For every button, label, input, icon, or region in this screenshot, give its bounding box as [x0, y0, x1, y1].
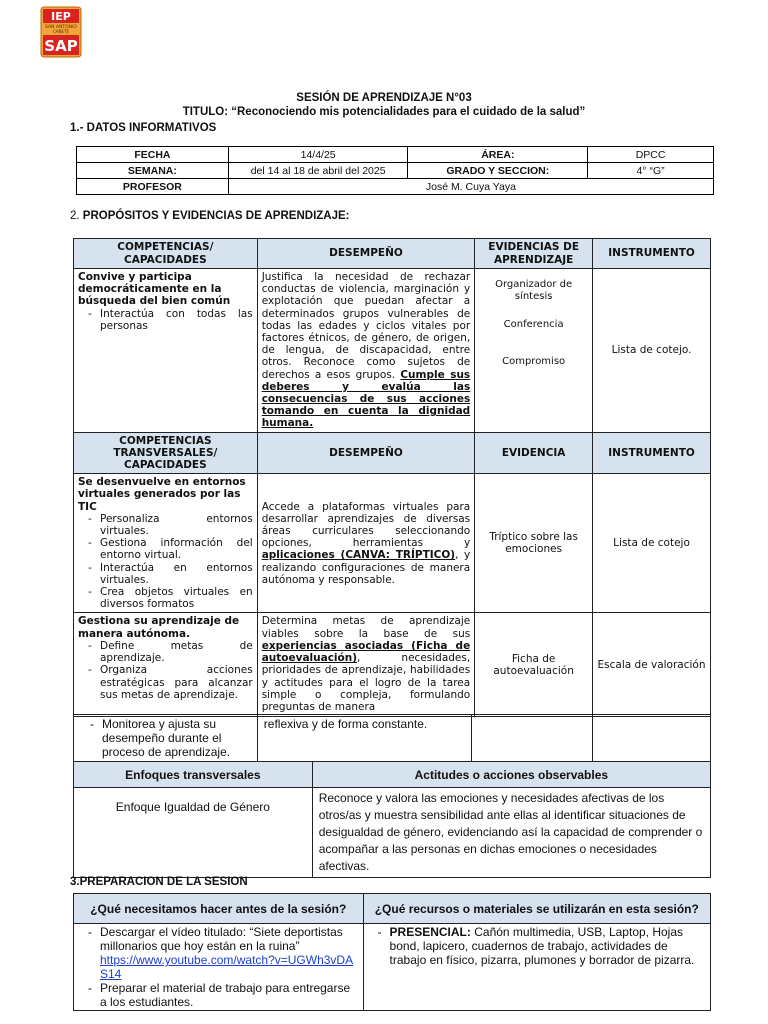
item-descargar-text: Descargar el vídeo titulado: “Siete deportistas millonarios que hoy están en la ruina” — [100, 925, 343, 953]
header-evidencias: EVIDENCIAS DE APRENDIZAJE — [475, 239, 593, 269]
desempeno-text: Justifica la necesidad de rechazar conductas de violencia, marginación y explotación que puedan afectar a determinados grupos vulnerables de todas las edades y ciclos vitales por factores étnicos, de género, de origen, de lengua, de discapacidad, entre otros. Reconoce como sujetos de derechos a esos grupos. — [261, 271, 471, 381]
svg-text:SAP: SAP — [44, 37, 78, 55]
desempeno-gestiona-c: , necesidades, prioridades de aprendizaje, habilidades y actitudes para el logro de la tarea simple o compleja, formulando preguntas de manera — [261, 652, 471, 713]
actitud-text: Reconoce y valora las emociones y necesidades afectivas de los otros/as y muestra sensibilidad ante ellas al identificar situaciones de desigualdad de género, evidenciando así la capacidad de comprender o acompañar a las personas en dichas emociones o necesidades afectivas. — [312, 788, 710, 878]
desempeno-tic-a: Accede a plataformas virtuales para desarrollar aprendizajes de diversas áreas curriculares seleccionando opciones, herramientas y — [261, 500, 471, 550]
capacidad-personaliza: - Personaliza entornos virtuales. — [88, 513, 253, 537]
instrumento-tic: Lista de cotejo — [593, 474, 711, 613]
semana-label: SEMANA: — [77, 163, 229, 179]
item-preparar-material: - Preparar el material de trabajo para entregarse a los estudiantes. — [88, 981, 357, 1009]
section-2-heading — [70, 210, 350, 222]
fecha-label: FECHA — [77, 147, 229, 163]
desempeno-tic-c: , y realizando configuraciones de manera autónoma y responsable. — [261, 549, 471, 586]
empty-cell-1 — [472, 715, 593, 762]
instrumento-cell: Lista de cotejo. — [593, 269, 711, 433]
school-logo — [40, 6, 82, 58]
enfoque-genero: Enfoque Igualdad de Género — [74, 788, 313, 878]
recursos-label: PRESENCIAL: — [389, 925, 471, 939]
desempeno-cont: reflexiva y de forma constante. — [257, 715, 472, 762]
desempeno-gestiona-b: experiencias asociadas (Ficha de autoevaluación) — [261, 639, 471, 665]
capacidad-interactua-virtual: - Interactúa en entornos virtuales. — [88, 562, 253, 586]
info-table — [76, 146, 714, 195]
svg-text:CAÑETE: CAÑETE — [52, 29, 70, 34]
purposes-table — [73, 238, 711, 717]
preparation-table — [73, 893, 711, 1011]
competencia-convive: Convive y participa democráticamente en la búsqueda del bien común — [78, 271, 231, 308]
evidencias-cell — [475, 269, 593, 433]
capacidad-monitorea-cell — [74, 715, 258, 762]
empty-cell-2 — [593, 715, 711, 762]
header-actitudes: Actitudes o acciones observables — [312, 762, 710, 788]
header-desempeno-2: DESEMPEÑO — [257, 432, 475, 474]
header-instrumento-2: INSTRUMENTO — [593, 432, 711, 474]
area-value: DPCC — [588, 147, 714, 163]
evidencia-organizador: Organizador de síntesis — [495, 279, 573, 303]
fecha-value: 14/4/25 — [228, 147, 408, 163]
recursos-text: Cañón multimedia, USB, Laptop, Hojas bond, lapicero, cuadernos de trabajo, actividades de trabajo en físico, pizarra, plumones y borrador de pizarra. — [389, 925, 695, 967]
desempeno-tic-b: aplicaciones (CANVA: TRÍPTICO) — [261, 549, 456, 562]
recursos-cell — [363, 924, 710, 1011]
evidencia-conferencia: Conferencia — [503, 319, 564, 331]
capacidad-define: - Define metas de aprendizaje. — [88, 640, 253, 664]
desempeno-gestiona-a: Determina metas de aprendizaje viables sobre la base de sus — [261, 615, 471, 640]
svg-text:SAN ANTONIO: SAN ANTONIO — [45, 25, 77, 30]
recursos-item — [378, 925, 704, 967]
evidencia-ficha: Ficha de autoevaluación — [475, 613, 593, 717]
header-desempeno: DESEMPEÑO — [257, 239, 475, 269]
que-hacer-cell — [74, 924, 364, 1011]
instrumento-escala: Escala de valoración — [593, 613, 711, 717]
competencia-gestiona-cell — [74, 613, 258, 717]
session-title: TITULO: “Reconociendo mis potencialidades para el cuidado de la salud” — [182, 106, 586, 118]
header-recursos: ¿Qué recursos o materiales se utilizarán en esta sesión? — [363, 894, 710, 924]
evidencia-compromiso: Compromiso — [502, 355, 566, 367]
semana-value: del 14 al 18 de abril del 2025 — [228, 163, 408, 179]
svg-text:IEP: IEP — [51, 10, 71, 23]
capacidad-interactua: - Interactúa con todas las personas — [88, 308, 253, 332]
desempeno-tic-cell — [257, 474, 475, 613]
video-link[interactable]: https://www.youtube.com/watch?v=UGWh3vDAS14 — [100, 953, 354, 981]
desempeno-cell — [257, 269, 475, 433]
desempeno-bold: Cumple sus deberes y evalúa las consecuencias de sus acciones tomando en cuenta la dignidad humana. — [261, 368, 471, 430]
header-que-hacer: ¿Qué necesitamos hacer antes de la sesión? — [74, 894, 364, 924]
header-evidencia-2: EVIDENCIA — [475, 432, 593, 474]
competencia-tic-cell — [74, 474, 258, 613]
enfoques-table — [73, 714, 711, 878]
section-1-heading: 1.- DATOS INFORMATIVOS — [70, 122, 217, 134]
header-instrumento: INSTRUMENTO — [593, 239, 711, 269]
capacidad-gestiona: - Gestiona información del entorno virtual. — [88, 537, 253, 561]
capacidad-monitorea: - Monitorea y ajusta su desempeño durante el proceso de aprendizaje. — [90, 717, 251, 759]
evidencia-triptico: Tríptico sobre las emociones — [475, 474, 593, 613]
header-competencias: COMPETENCIAS/ CAPACIDADES — [74, 239, 258, 269]
desempeno-gestiona-cell — [257, 613, 475, 717]
grado-label: GRADO Y SECCION: — [408, 163, 588, 179]
competencia-tic: Se desenvuelve en entornos virtuales generados por las TIC — [78, 476, 246, 513]
header-enfoques: Enfoques transversales — [74, 762, 313, 788]
capacidad-crea: - Crea objetos virtuales en diversos formatos — [88, 586, 253, 610]
profesor-value: José M. Cuya Yaya — [228, 179, 713, 195]
grado-value: 4° “G” — [588, 163, 714, 179]
competencia-gestiona: Gestiona su aprendizaje de manera autónoma. — [78, 615, 240, 640]
competencia-cell — [74, 269, 258, 433]
section-2-text: PROPÓSITOS Y EVIDENCIAS DE APRENDIZAJE: — [82, 210, 350, 222]
session-number: SESIÓN DE APRENDIZAJE N°03 — [296, 92, 472, 104]
profesor-label: PROFESOR — [77, 179, 229, 195]
area-label: ÁREA: — [408, 147, 588, 163]
item-descargar-video — [88, 925, 357, 981]
capacidad-organiza: - Organiza acciones estratégicas para alcanzar sus metas de aprendizaje. — [88, 664, 253, 701]
header-transversales: COMPETENCIAS TRANSVERSALES/ CAPACIDADES — [74, 432, 258, 474]
section-2-number: 2. — [70, 210, 83, 222]
section-3-heading: 3.PREPARACION DE LA SESION — [70, 876, 248, 888]
